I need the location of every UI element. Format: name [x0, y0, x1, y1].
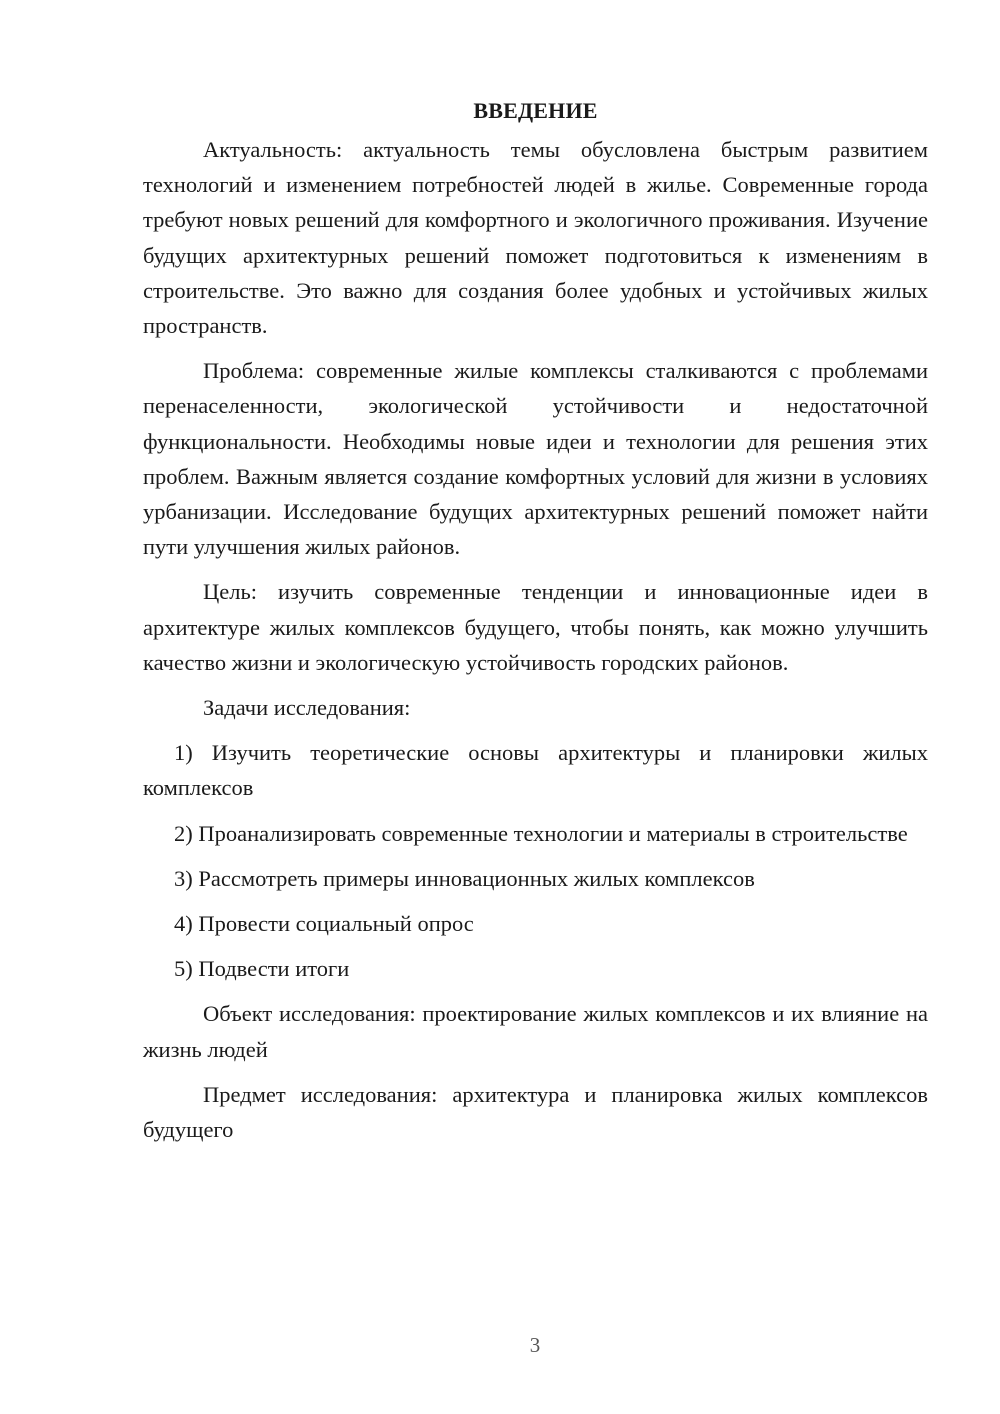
task-item: 5) Подвести итоги: [174, 956, 350, 982]
goal-paragraph: Цель: изучить современные тенденции и инновационные идеи в архитектуре жилых комплексов будущего, чтобы понять, как можно улучшить качество жизни и экологическую устойчивость городских районов.: [143, 579, 928, 675]
tasks-heading: Задачи исследования:: [203, 695, 411, 721]
task-item: 4) Провести социальный опрос: [174, 911, 474, 937]
relevance-paragraph: Актуальность: актуальность темы обусловлена быстрым развитием технологий и изменением потребностей людей в жилье. Современные города требуют новых решений для комфортного и экологичного проживания. Изучение будущих архитектурных решений поможет подготовиться к изменениям в строительстве. Это важно для создания более удобных и устойчивых жилых пространств.: [143, 137, 928, 339]
page-number: 3: [529, 1333, 541, 1357]
research-subject-paragraph: Предмет исследования: архитектура и планировка жилых комплексов будущего: [143, 1081, 928, 1143]
research-object-paragraph: Объект исследования: проектирование жилых комплексов и их влияние на жизнь людей: [143, 1001, 928, 1062]
task-item: 2) Проанализировать современные технологии и материалы в строительстве: [174, 820, 908, 846]
problem-paragraph: Проблема: современные жилые комплексы сталкиваются с проблемами перенаселенности, экологической устойчивости и недостаточной функциональности. Необходимы новые идеи и технологии для решения этих проблем. Важным является создание комфортных условий для жизни в условиях урбанизации. Исследование будущих архитектурных решений поможет найти пути улучшения жилых районов.: [143, 358, 928, 560]
task-item: 1) Изучить теоретические основы архитектуры и планировки жилых комплексов: [143, 740, 928, 801]
task-item: 3) Рассмотреть примеры инновационных жилых комплексов: [174, 865, 755, 891]
page-content: [143, 93, 928, 1157]
section-title: ВВЕДЕНИЕ: [473, 98, 598, 123]
